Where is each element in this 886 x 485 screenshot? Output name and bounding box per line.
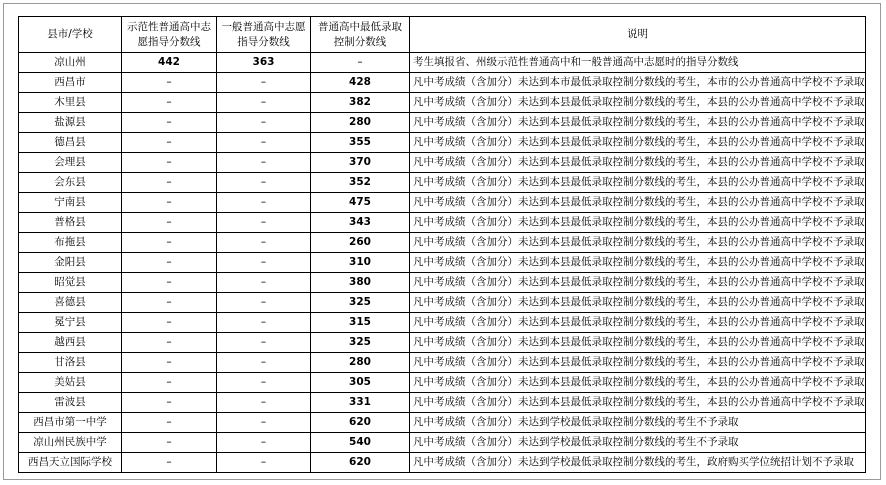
cell-note: 凡中考成绩（含加分）未达到本县最低录取控制分数线的考生，本县的公办普通高中学校不予录取 bbox=[410, 333, 866, 353]
table-row bbox=[19, 213, 866, 233]
table-row bbox=[19, 93, 866, 113]
table-row bbox=[19, 333, 866, 353]
cell-county-name: 冕宁县 bbox=[19, 313, 122, 333]
cell-general-line: – bbox=[217, 413, 311, 433]
cell-county-name: 雷波县 bbox=[19, 393, 122, 413]
cell-min-line: 428 bbox=[311, 73, 410, 93]
cell-county-name: 昭觉县 bbox=[19, 273, 122, 293]
cell-note: 凡中考成绩（含加分）未达到本县最低录取控制分数线的考生，本县的公办普通高中学校不予录取 bbox=[410, 213, 866, 233]
cell-min-line: 620 bbox=[311, 413, 410, 433]
table-row bbox=[19, 113, 866, 133]
cell-note: 凡中考成绩（含加分）未达到本县最低录取控制分数线的考生，本县的公办普通高中学校不予录取 bbox=[410, 373, 866, 393]
table-row bbox=[19, 173, 866, 193]
cell-general-line: – bbox=[217, 373, 311, 393]
cell-model-line: – bbox=[122, 233, 217, 253]
cell-min-line: 343 bbox=[311, 213, 410, 233]
cell-model-line: – bbox=[122, 153, 217, 173]
cell-general-line: – bbox=[217, 213, 311, 233]
cell-general-line: 363 bbox=[217, 53, 311, 73]
cell-model-line: – bbox=[122, 193, 217, 213]
cell-county-name: 木里县 bbox=[19, 93, 122, 113]
cell-general-line: – bbox=[217, 113, 311, 133]
cell-county-name: 凉山州 bbox=[19, 53, 122, 73]
cell-general-line: – bbox=[217, 293, 311, 313]
cell-note: 凡中考成绩（含加分）未达到本县最低录取控制分数线的考生，本县的公办普通高中学校不予录取 bbox=[410, 113, 866, 133]
cell-model-line: – bbox=[122, 113, 217, 133]
cell-county-name: 西昌市 bbox=[19, 73, 122, 93]
header-min-line: 普通高中最低录取控制分数线 bbox=[311, 17, 410, 53]
cell-county-name: 会理县 bbox=[19, 153, 122, 173]
header-row bbox=[19, 17, 866, 53]
cell-min-line: 370 bbox=[311, 153, 410, 173]
cell-note: 凡中考成绩（含加分）未达到本县最低录取控制分数线的考生，本县的公办普通高中学校不予录取 bbox=[410, 133, 866, 153]
cell-county-name: 普格县 bbox=[19, 213, 122, 233]
cell-general-line: – bbox=[217, 273, 311, 293]
cell-county-name: 宁南县 bbox=[19, 193, 122, 213]
cell-general-line: – bbox=[217, 433, 311, 453]
table-row bbox=[19, 73, 866, 93]
cell-county-name: 布拖县 bbox=[19, 233, 122, 253]
cell-min-line: 260 bbox=[311, 233, 410, 253]
cell-general-line: – bbox=[217, 313, 311, 333]
cell-general-line: – bbox=[217, 193, 311, 213]
table-body bbox=[19, 53, 866, 473]
table-row bbox=[19, 413, 866, 433]
cell-county-name: 美姑县 bbox=[19, 373, 122, 393]
cell-county-name: 喜德县 bbox=[19, 293, 122, 313]
cell-county-name: 越西县 bbox=[19, 333, 122, 353]
cell-general-line: – bbox=[217, 353, 311, 373]
cell-note: 凡中考成绩（含加分）未达到本县最低录取控制分数线的考生，本县的公办普通高中学校不予录取 bbox=[410, 313, 866, 333]
cell-min-line: 325 bbox=[311, 293, 410, 313]
cell-min-line: – bbox=[311, 53, 410, 73]
cell-min-line: 305 bbox=[311, 373, 410, 393]
cell-note: 凡中考成绩（含加分）未达到本县最低录取控制分数线的考生，本县的公办普通高中学校不予录取 bbox=[410, 293, 866, 313]
header-model-line: 示范性普通高中志愿指导分数线 bbox=[122, 17, 217, 53]
cell-note: 凡中考成绩（含加分）未达到本县最低录取控制分数线的考生，本县的公办普通高中学校不予录取 bbox=[410, 353, 866, 373]
table-row bbox=[19, 373, 866, 393]
cell-note: 凡中考成绩（含加分）未达到本县最低录取控制分数线的考生，本县的公办普通高中学校不予录取 bbox=[410, 93, 866, 113]
table-row bbox=[19, 353, 866, 373]
table-row bbox=[19, 253, 866, 273]
cell-min-line: 280 bbox=[311, 353, 410, 373]
cell-min-line: 315 bbox=[311, 313, 410, 333]
header-general-line: 一般普通高中志愿指导分数线 bbox=[217, 17, 311, 53]
cell-general-line: – bbox=[217, 173, 311, 193]
cell-min-line: 382 bbox=[311, 93, 410, 113]
cell-general-line: – bbox=[217, 333, 311, 353]
cell-min-line: 380 bbox=[311, 273, 410, 293]
cell-model-line: – bbox=[122, 393, 217, 413]
cell-model-line: – bbox=[122, 213, 217, 233]
cell-model-line: – bbox=[122, 353, 217, 373]
cell-note: 凡中考成绩（含加分）未达到本市最低录取控制分数线的考生，本市的公办普通高中学校不予录取 bbox=[410, 73, 866, 93]
table-row bbox=[19, 313, 866, 333]
table-row bbox=[19, 293, 866, 313]
table-row bbox=[19, 53, 866, 73]
cell-model-line: – bbox=[122, 273, 217, 293]
cell-model-line: – bbox=[122, 93, 217, 113]
cell-general-line: – bbox=[217, 393, 311, 413]
cell-min-line: 352 bbox=[311, 173, 410, 193]
cell-general-line: – bbox=[217, 233, 311, 253]
cell-general-line: – bbox=[217, 453, 311, 473]
cell-county-name: 西昌市第一中学 bbox=[19, 413, 122, 433]
table-row bbox=[19, 233, 866, 253]
cell-min-line: 475 bbox=[311, 193, 410, 213]
cell-model-line: – bbox=[122, 73, 217, 93]
cell-model-line: – bbox=[122, 373, 217, 393]
cell-min-line: 280 bbox=[311, 113, 410, 133]
cell-note: 凡中考成绩（含加分）未达到学校最低录取控制分数线的考生不予录取 bbox=[410, 433, 866, 453]
cell-min-line: 355 bbox=[311, 133, 410, 153]
header-county: 县市/学校 bbox=[19, 17, 122, 53]
cell-min-line: 331 bbox=[311, 393, 410, 413]
cell-model-line: – bbox=[122, 453, 217, 473]
cell-note: 凡中考成绩（含加分）未达到本县最低录取控制分数线的考生，本县的公办普通高中学校不予录取 bbox=[410, 173, 866, 193]
table-row bbox=[19, 453, 866, 473]
cell-county-name: 凉山州民族中学 bbox=[19, 433, 122, 453]
table-row bbox=[19, 153, 866, 173]
cell-note: 凡中考成绩（含加分）未达到本县最低录取控制分数线的考生，本县的公办普通高中学校不予录取 bbox=[410, 393, 866, 413]
cell-model-line: – bbox=[122, 433, 217, 453]
cell-note: 凡中考成绩（含加分）未达到本县最低录取控制分数线的考生，本县的公办普通高中学校不予录取 bbox=[410, 233, 866, 253]
table-row bbox=[19, 433, 866, 453]
table-row bbox=[19, 133, 866, 153]
cell-note: 凡中考成绩（含加分）未达到本县最低录取控制分数线的考生，本县的公办普通高中学校不予录取 bbox=[410, 253, 866, 273]
cell-county-name: 甘洛县 bbox=[19, 353, 122, 373]
cell-min-line: 540 bbox=[311, 433, 410, 453]
score-table bbox=[18, 16, 866, 473]
cell-county-name: 金阳县 bbox=[19, 253, 122, 273]
cell-county-name: 西昌天立国际学校 bbox=[19, 453, 122, 473]
cell-note: 凡中考成绩（含加分）未达到本县最低录取控制分数线的考生，本县的公办普通高中学校不予录取 bbox=[410, 273, 866, 293]
cell-model-line: – bbox=[122, 333, 217, 353]
cell-note: 凡中考成绩（含加分）未达到学校最低录取控制分数线的考生，政府购买学位统招计划不予录取 bbox=[410, 453, 866, 473]
cell-general-line: – bbox=[217, 73, 311, 93]
cell-general-line: – bbox=[217, 93, 311, 113]
header-note: 说明 bbox=[410, 17, 866, 53]
cell-min-line: 310 bbox=[311, 253, 410, 273]
table-row bbox=[19, 273, 866, 293]
cell-model-line: – bbox=[122, 253, 217, 273]
cell-model-line: – bbox=[122, 413, 217, 433]
cell-county-name: 德昌县 bbox=[19, 133, 122, 153]
cell-min-line: 620 bbox=[311, 453, 410, 473]
cell-note: 考生填报省、州级示范性普通高中和一般普通高中志愿时的指导分数线 bbox=[410, 53, 866, 73]
table-row bbox=[19, 193, 866, 213]
cell-general-line: – bbox=[217, 133, 311, 153]
cell-model-line: – bbox=[122, 133, 217, 153]
cell-county-name: 会东县 bbox=[19, 173, 122, 193]
cell-general-line: – bbox=[217, 153, 311, 173]
cell-model-line: – bbox=[122, 173, 217, 193]
cell-note: 凡中考成绩（含加分）未达到本县最低录取控制分数线的考生，本县的公办普通高中学校不予录取 bbox=[410, 153, 866, 173]
cell-model-line: – bbox=[122, 313, 217, 333]
cell-min-line: 325 bbox=[311, 333, 410, 353]
cell-county-name: 盐源县 bbox=[19, 113, 122, 133]
cell-model-line: – bbox=[122, 293, 217, 313]
cell-note: 凡中考成绩（含加分）未达到学校最低录取控制分数线的考生不予录取 bbox=[410, 413, 866, 433]
cell-note: 凡中考成绩（含加分）未达到本县最低录取控制分数线的考生，本县的公办普通高中学校不予录取 bbox=[410, 193, 866, 213]
cell-general-line: – bbox=[217, 253, 311, 273]
cell-model-line: 442 bbox=[122, 53, 217, 73]
table-row bbox=[19, 393, 866, 413]
